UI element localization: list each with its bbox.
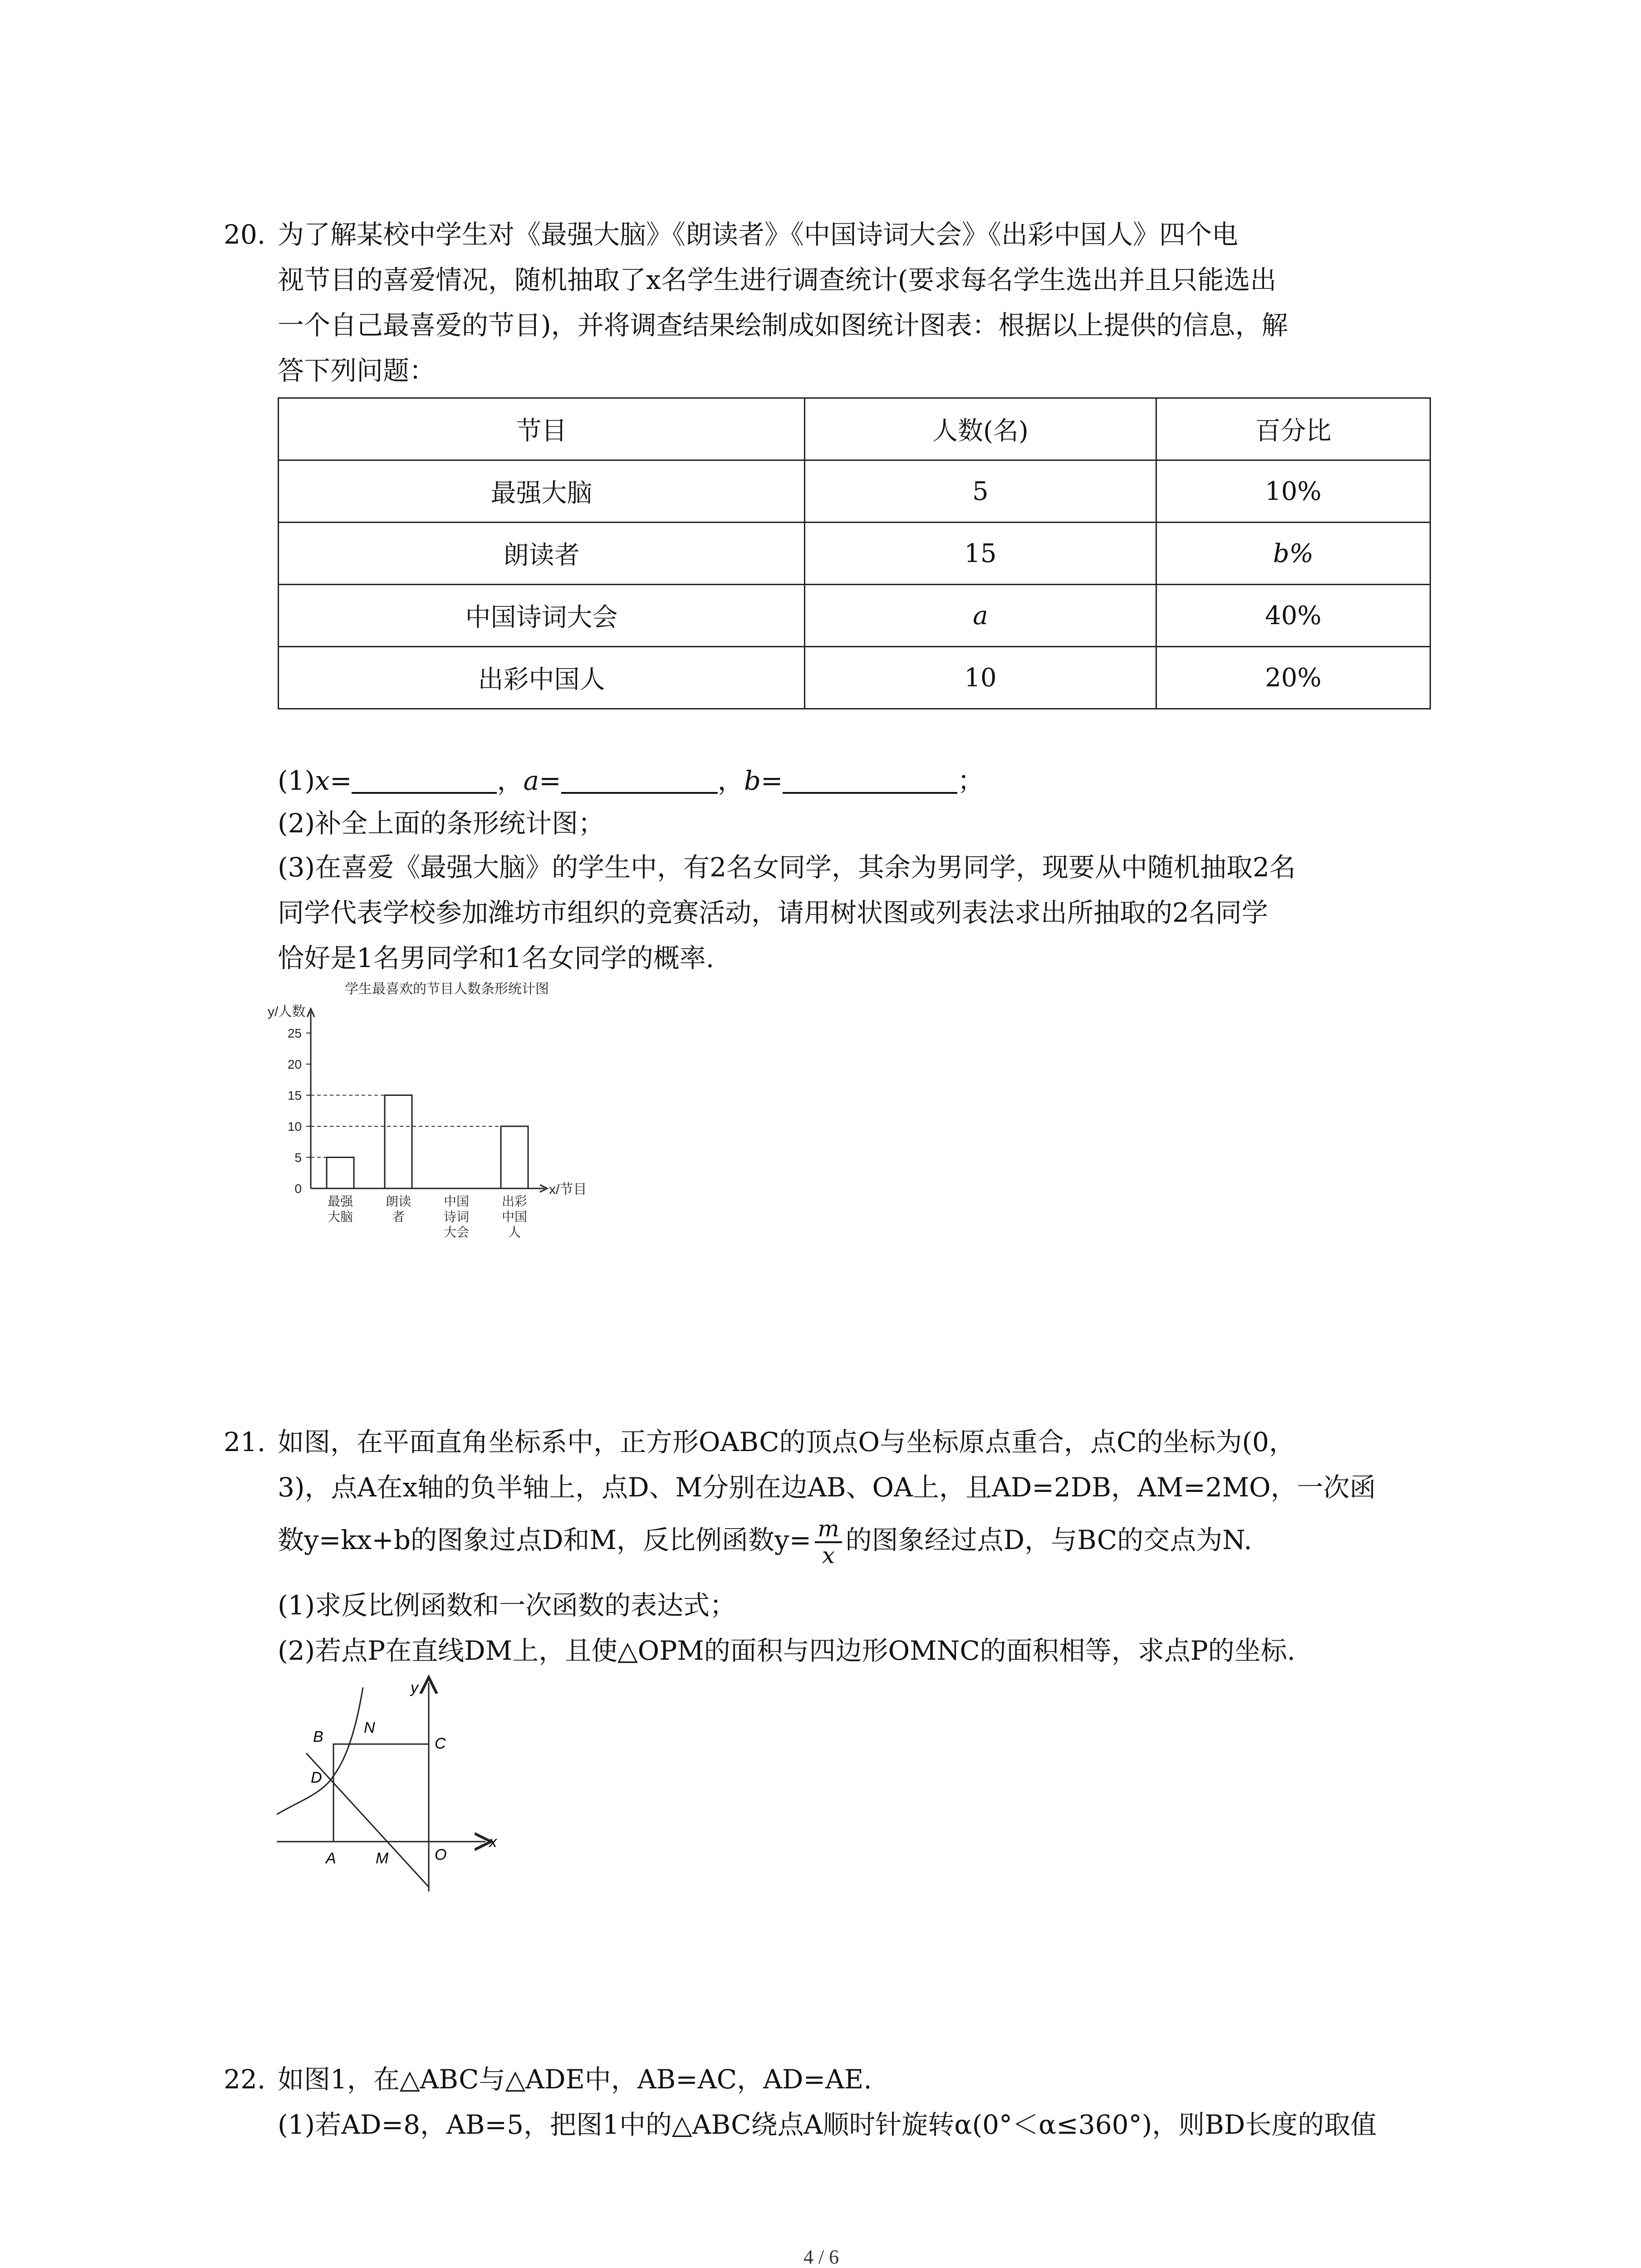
q21-number: 21.: [224, 1427, 266, 1457]
q21-sub1: (1)求反比例函数和一次函数的表达式；: [278, 1590, 736, 1621]
square-oabc: [333, 1744, 429, 1842]
q20-sub1: [278, 767, 984, 794]
bar-chart: [268, 980, 612, 1243]
label-a: A: [326, 1850, 336, 1867]
label-o: O: [435, 1846, 447, 1863]
q21-line-3-post: 的图象经过点D，与BC的交点为N.: [845, 1525, 1252, 1555]
sub1-end: ；: [957, 765, 984, 796]
sub1-prefix: (1): [278, 765, 315, 796]
table-cell: 20%: [1156, 647, 1430, 709]
sub1-b-label: b=: [744, 765, 783, 796]
table-header-row: [279, 398, 1430, 460]
table-row: [279, 460, 1430, 523]
table-cell: 10%: [1156, 460, 1430, 523]
q20-line-2: 视节目的喜爱情况，随机抽取了x名学生进行调查统计(要求每名学生选出并且只能选出: [278, 264, 1277, 295]
x-tick-label: 中国: [443, 1194, 470, 1208]
coordinate-figure: [272, 1674, 526, 1892]
table-cell: a: [805, 585, 1156, 647]
table-cell: b%: [1156, 523, 1430, 585]
q20-sub3-line-2: 同学代表学校参加潍坊市组织的竞赛活动，请用树状图或列表法求出所抽取的2名同学: [278, 897, 1268, 928]
sub1-x-label: x=: [315, 765, 352, 796]
sub1-a-label: a=: [523, 765, 561, 796]
label-x: x: [489, 1833, 497, 1851]
fraction-denominator: x: [822, 1542, 835, 1569]
x-tick-label: 朗读: [385, 1194, 411, 1208]
q20-data-table: [278, 397, 1431, 709]
table-row: [279, 585, 1430, 647]
q22-line-2: (1)若AD=8，AB=5，把图1中的△ABC绕点A顺时针旋转α(0°＜α≤360°)，则BD长度的取值: [278, 2109, 1377, 2140]
table-row: [279, 523, 1430, 585]
sub1-sep: ，: [497, 765, 524, 796]
q21-line-2: 3)，点A在x轴的负半轴上，点D、M分别在边AB、OA上，且AD=2DB，AM=2MO，一次函: [278, 1472, 1376, 1503]
table-header-cell: 人数(名): [805, 398, 1156, 460]
bar: [501, 1126, 528, 1188]
label-d: D: [311, 1769, 322, 1786]
line-dm: [306, 1753, 429, 1887]
y-tick-label: 20: [287, 1057, 302, 1071]
q20-line-3: 一个自己最喜爱的节目)，并将调查结果绘制成如图统计图表：根据以上提供的信息，解: [278, 310, 1288, 341]
q21-line-1: 如图，在平面直角坐标系中，正方形OABC的顶点O与坐标原点重合，点C的坐标为(0，: [278, 1427, 1295, 1457]
q20-line-4: 答下列问题：: [278, 355, 436, 386]
label-y: y: [411, 1679, 418, 1696]
x-tick-label: 出彩: [501, 1194, 528, 1208]
answer-blank-a[interactable]: [561, 767, 718, 794]
chart-title: 学生最喜欢的节目人数条形统计图: [345, 982, 549, 997]
y-tick-label: 5: [294, 1150, 302, 1165]
bar: [385, 1095, 412, 1188]
table-row: [279, 647, 1430, 709]
x-tick-label: 大会: [443, 1225, 470, 1239]
q20-number: 20.: [224, 219, 266, 250]
fraction-numerator: m: [815, 1516, 842, 1543]
q20-sub2: (2)补全上面的条形统计图；: [278, 808, 605, 839]
table-cell: 中国诗词大会: [279, 585, 805, 647]
fraction-m-over-x: [815, 1516, 842, 1568]
hyperbola-curve: [277, 1687, 363, 1814]
table-cell: 出彩中国人: [279, 647, 805, 709]
label-m: M: [376, 1850, 389, 1867]
bar: [327, 1157, 354, 1188]
q21-line-3: [278, 1513, 1252, 1568]
x-tick-label: 中国: [501, 1210, 528, 1224]
q21-sub2: (2)若点P在直线DM上，且使△OPM的面积与四边形OMNC的面积相等，求点P的坐标.: [278, 1635, 1296, 1666]
table-cell: 10: [805, 647, 1156, 709]
q22-number: 22.: [224, 2064, 266, 2095]
x-tick-label: 最强: [327, 1194, 353, 1208]
sub1-sep: ，: [717, 765, 744, 796]
answer-blank-b[interactable]: [783, 767, 957, 794]
x-tick-label: 诗词: [443, 1210, 470, 1224]
q20-sub3-line-3: 恰好是1名男同学和1名女同学的概率.: [278, 943, 715, 973]
table-cell: 最强大脑: [279, 460, 805, 523]
x-tick-label: 大脑: [327, 1210, 353, 1224]
page-number: 4 / 6: [803, 2246, 839, 2268]
table-header-cell: 节目: [279, 398, 805, 460]
y-axis-label: y/人数: [268, 1004, 306, 1019]
table-cell: 朗读者: [279, 523, 805, 585]
q21-line-3-pre: 数y=kx+b的图象过点D和M，反比例函数y=: [278, 1525, 812, 1555]
label-c: C: [435, 1735, 446, 1752]
table-cell: 15: [805, 523, 1156, 585]
table-cell: 5: [805, 460, 1156, 523]
answer-blank-x[interactable]: [352, 767, 497, 794]
label-b: B: [313, 1728, 323, 1745]
q20-sub3-line-1: (3)在喜爱《最强大脑》的学生中，有2名女同学，其余为男同学，现要从中随机抽取2名: [278, 852, 1296, 883]
table-cell: 40%: [1156, 585, 1430, 647]
y-tick-label: 0: [294, 1182, 302, 1196]
y-tick-label: 15: [287, 1088, 302, 1103]
q22-line-1: 如图1，在△ABC与△ADE中，AB=AC，AD=AE.: [278, 2064, 872, 2095]
y-tick-label: 10: [287, 1119, 302, 1134]
x-tick-label: 者: [392, 1210, 405, 1224]
table-header-cell: 百分比: [1156, 398, 1430, 460]
x-axis-label: x/节目: [549, 1182, 587, 1197]
x-tick-label: 人: [508, 1225, 521, 1239]
label-n: N: [364, 1719, 375, 1736]
q20-line-1: 为了解某校中学生对《最强大脑》《朗读者》《中国诗词大会》《出彩中国人》四个电: [278, 219, 1239, 250]
y-tick-label: 25: [287, 1026, 302, 1041]
